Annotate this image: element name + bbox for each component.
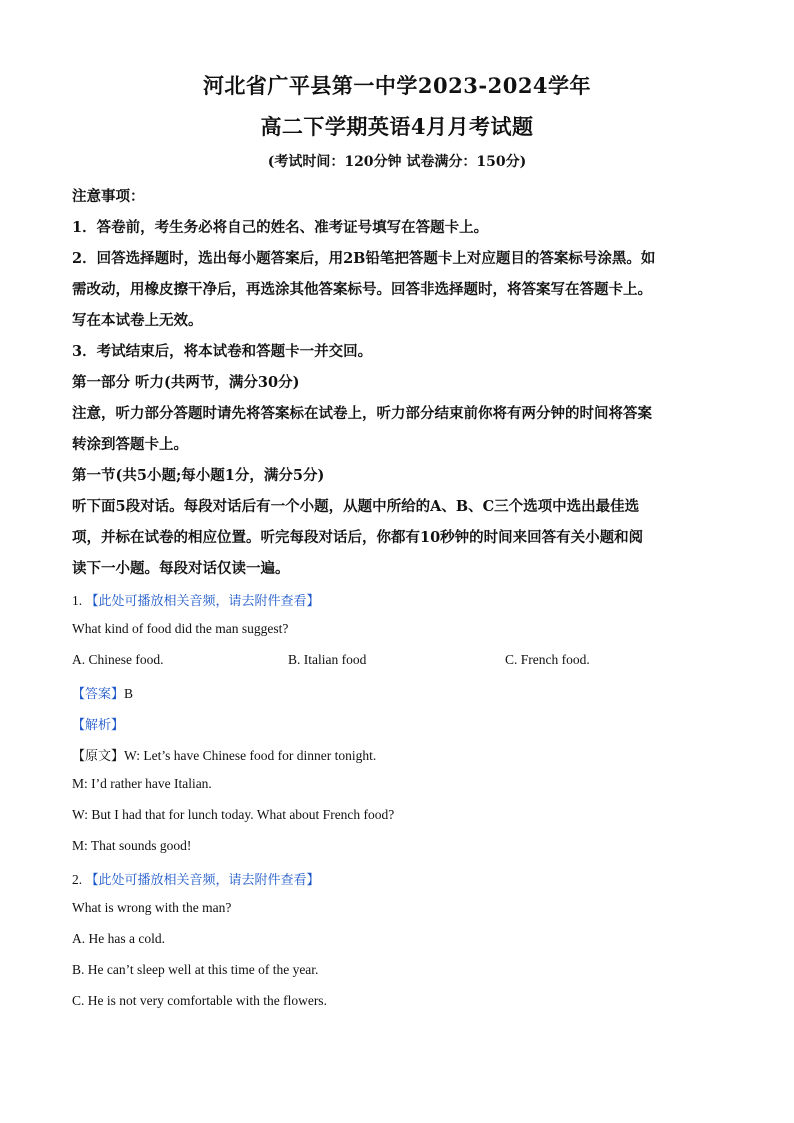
transcript-text: W: Let’s have Chinese food for dinner tonight. [124, 748, 377, 763]
q2-audio-link[interactable]: 【此处可播放相关音频，请去附件查看】 [85, 873, 320, 888]
q1-transcript-line4: M: That sounds good! [72, 838, 192, 853]
answer-label: 【答案】 [72, 687, 125, 702]
analysis-label: 【解析】 [72, 718, 125, 733]
q1-transcript-line2: M: I’d rather have Italian. [72, 776, 212, 791]
q1-answer [72, 683, 133, 702]
original-label: 【原文】 [72, 749, 125, 764]
part1-heading: 第一部分 听力(共两节，满分30分) [72, 374, 300, 391]
q1-option-a: A. Chinese food. [72, 652, 164, 667]
notes-heading: 注意事项： [72, 188, 145, 205]
section1-instruction-line2: 项，并标在试卷的相应位置。听完每段对话后，你都有10秒钟的时间来回答有关小题和阅 [72, 529, 644, 546]
q1-transcript-line3: W: But I had that for lunch today. What about French food? [72, 807, 395, 822]
exam-info: (考试时间：120分钟 试卷满分：150分) [267, 154, 527, 170]
note-item-2-line1: 2．回答选择题时，选出每小题答案后，用2B铅笔把答题卡上对应题目的答案标号涂黑。如 [72, 250, 656, 267]
q2-option-c: C. He is not very comfortable with the flowers. [72, 993, 327, 1008]
note-item-2-line3: 写在本试卷上无效。 [72, 312, 203, 329]
q1-number: 1. [72, 593, 83, 608]
part1-note-line2: 转涂到答题卡上。 [72, 436, 188, 453]
note-item-1: 1．答卷前，考生务必将自己的姓名、准考证号填写在答题卡上。 [72, 219, 489, 236]
q2-question: What is wrong with the man? [72, 900, 232, 915]
note-item-3: 3．考试结束后，将本试卷和答题卡一并交回。 [72, 343, 373, 360]
q2-header [72, 869, 320, 888]
exam-title-line1: 河北省广平县第一中学2023-2024学年 [202, 73, 592, 98]
q2-option-b: B. He can’t sleep well at this time of the year. [72, 962, 319, 977]
section1-instruction-line1: 听下面5段对话。每段对话后有一个小题，从题中所给的A、B、C三个选项中选出最佳选 [72, 498, 640, 515]
answer-value: B [124, 686, 134, 701]
q1-option-b: B. Italian food [288, 652, 367, 667]
q2-option-a: A. He has a cold. [72, 931, 165, 946]
exam-title-line2: 高二下学期英语4月月考试题 [260, 114, 534, 139]
q1-audio-link[interactable]: 【此处可播放相关音频，请去附件查看】 [85, 594, 320, 609]
q1-analysis [72, 714, 124, 733]
q2-number: 2. [72, 872, 83, 887]
q1-question: What kind of food did the man suggest? [72, 621, 289, 636]
q1-header [72, 590, 320, 609]
part1-note-line1: 注意，听力部分答题时请先将答案标在试卷上，听力部分结束前你将有两分钟的时间将答案 [72, 405, 652, 422]
q1-transcript-line1 [72, 745, 376, 764]
section1-heading: 第一节(共5小题;每小题1分，满分5分) [72, 467, 325, 484]
note-item-2-line2: 需改动，用橡皮擦干净后，再选涂其他答案标号。回答非选择题时，将答案写在答题卡上。 [72, 281, 652, 298]
q1-option-c: C. French food. [505, 652, 590, 667]
section1-instruction-line3: 读下一小题。每段对话仅读一遍。 [72, 560, 290, 577]
